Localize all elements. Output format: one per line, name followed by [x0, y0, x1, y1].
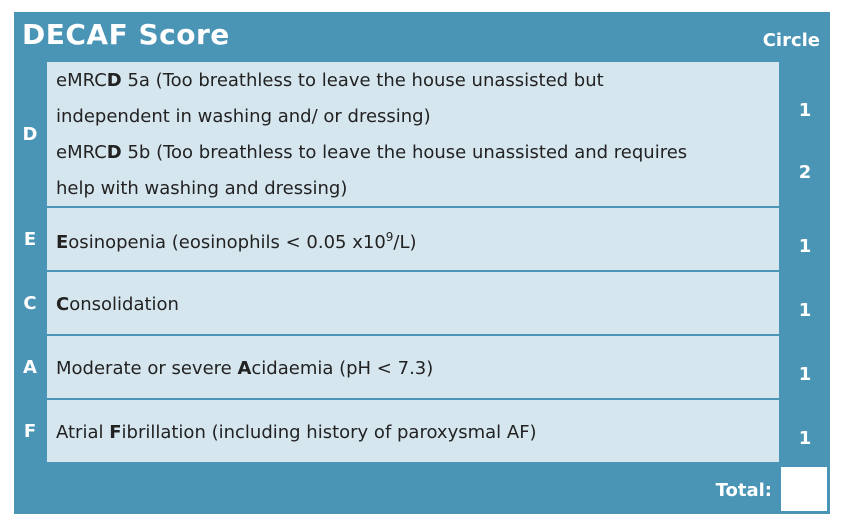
- criterion-5a-line-1: eMRCD 5a (Too breathless to leave the house unassisted but: [56, 70, 604, 91]
- row-letter-c: C: [14, 272, 46, 334]
- score-value-a: 1: [798, 364, 812, 385]
- decaf-score-table: [14, 12, 830, 514]
- row-description-a: [47, 336, 779, 398]
- criterion-5b-line-2: help with washing and dressing): [56, 178, 348, 199]
- criterion-eosinopenia: Eosinopenia (eosinophils < 0.05 $x10^9/L$): [56, 230, 417, 253]
- criterion-atrial-fibrillation: Atrial Fibrillation (including history of paroxysmal AF): [56, 422, 537, 443]
- score-value-c: 1: [798, 300, 812, 321]
- row-letter-f: F: [14, 400, 46, 462]
- row-description-d: [47, 62, 779, 206]
- table-header: [14, 12, 830, 60]
- table-row-d: [14, 62, 830, 206]
- table-row-c: [14, 272, 830, 334]
- criterion-consolidation: Consolidation: [56, 294, 179, 315]
- row-description-f: [47, 400, 779, 462]
- score-value-5a: 1: [798, 100, 812, 121]
- table-footer: [14, 464, 830, 514]
- score-cell-c[interactable]: [780, 272, 830, 334]
- score-cell-f[interactable]: [780, 400, 830, 462]
- criterion-acidaemia: Moderate or severe Acidaemia (pH < 7.3): [56, 358, 434, 379]
- total-input-box[interactable]: [780, 466, 828, 512]
- table-title: DECAF Score: [22, 18, 230, 51]
- total-label: Total:: [715, 480, 772, 501]
- score-cell-e[interactable]: [780, 208, 830, 270]
- table-row-e: [14, 208, 830, 270]
- row-letter-e: E: [14, 208, 46, 270]
- criterion-5a-line-2: independent in washing and/ or dressing): [56, 106, 431, 127]
- table-row-f: [14, 400, 830, 462]
- row-description-c: [47, 272, 779, 334]
- score-value-f: 1: [798, 428, 812, 449]
- score-value-e: 1: [798, 236, 812, 257]
- row-description-e: [47, 208, 779, 270]
- criterion-5b-line-1: eMRCD 5b (Too breathless to leave the house unassisted and requires: [56, 142, 688, 163]
- circle-column-label: Circle: [762, 30, 820, 51]
- row-letter-d: D: [14, 62, 46, 206]
- score-value-5b: 2: [798, 162, 812, 183]
- row-letter-a: A: [14, 336, 46, 398]
- score-cell-a[interactable]: [780, 336, 830, 398]
- table-row-a: [14, 336, 830, 398]
- score-cell-d[interactable]: [780, 62, 830, 206]
